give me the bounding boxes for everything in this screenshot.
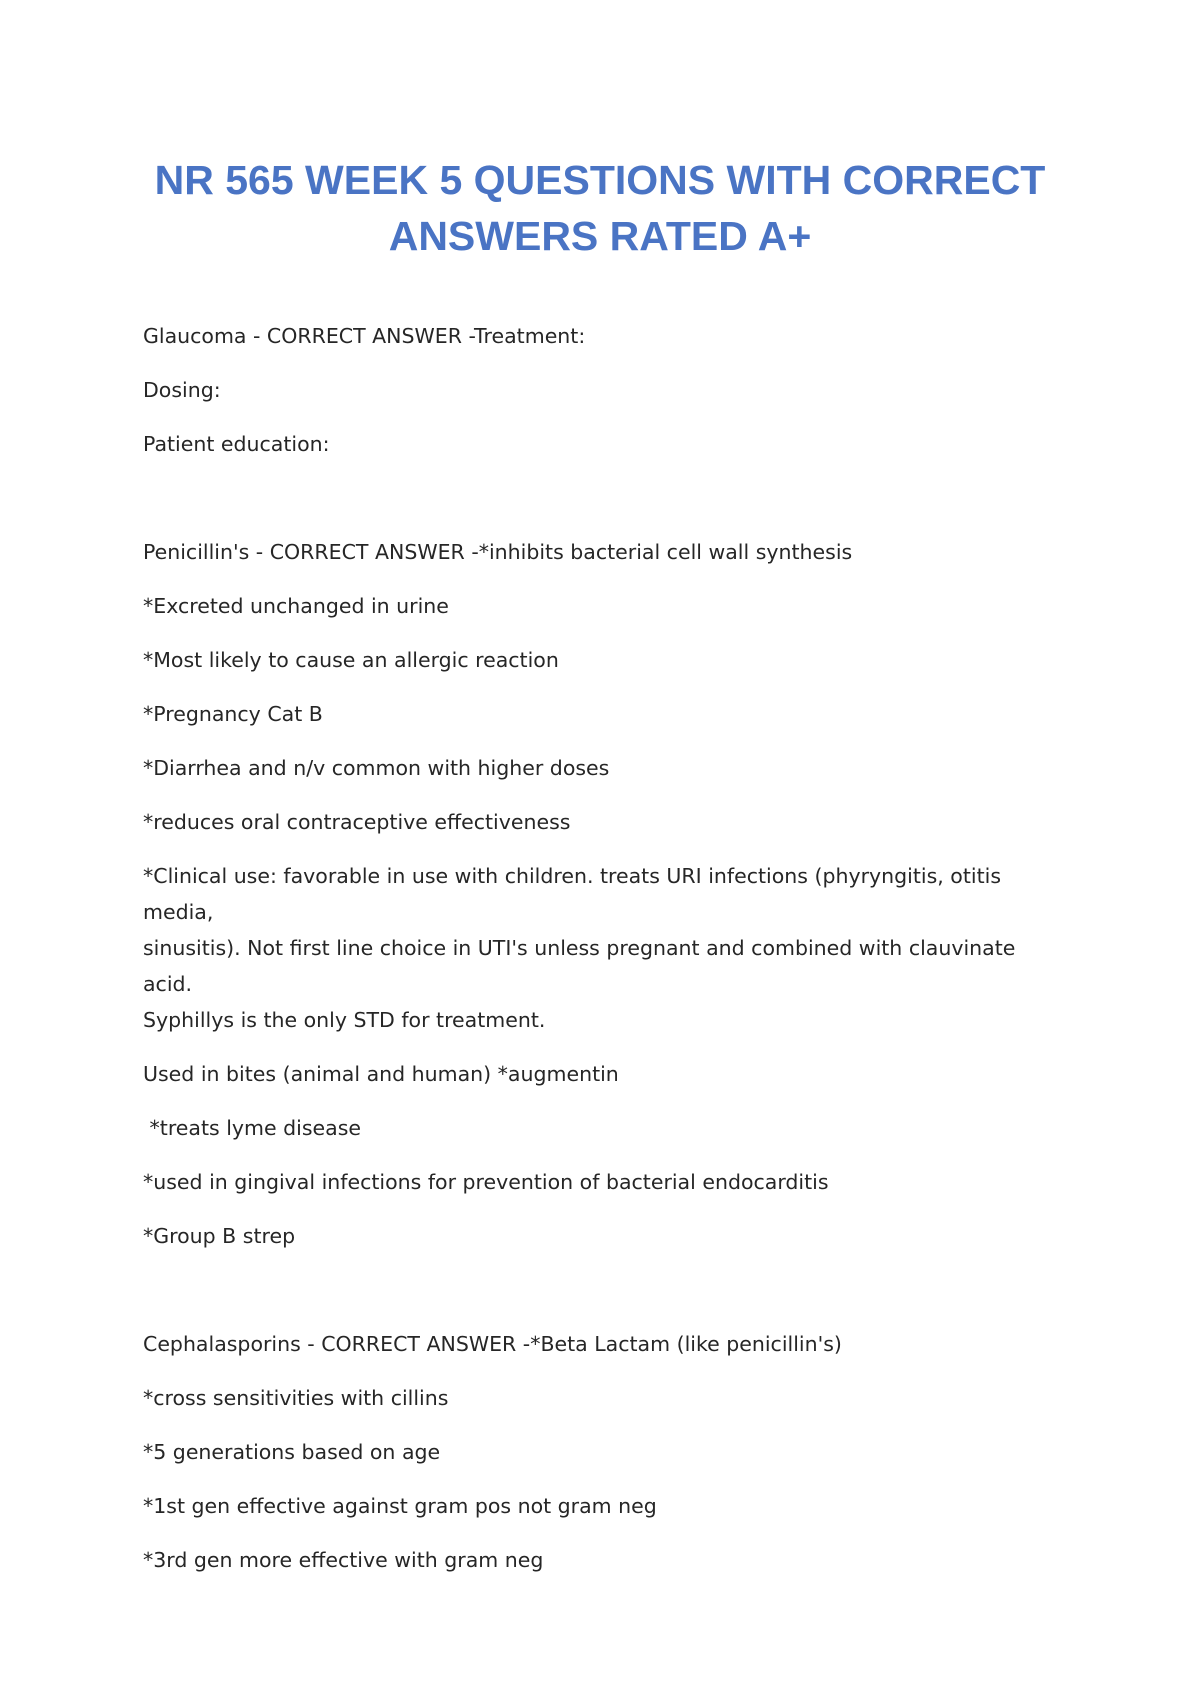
cephalasporins-item: *cross sensitivities with cillins xyxy=(143,1386,449,1410)
glaucoma-dosing: Dosing: xyxy=(143,378,221,402)
cephalasporins-item: *5 generations based on age xyxy=(143,1440,441,1464)
penicillins-item: *Excreted unchanged in urine xyxy=(143,594,449,618)
penicillins-item: *reduces oral contraceptive effectiveness xyxy=(143,810,571,834)
penicillins-heading: Penicillin's - CORRECT ANSWER -*inhibits bacterial cell wall synthesis xyxy=(143,540,853,564)
glaucoma-patient-education: Patient education: xyxy=(143,432,330,456)
penicillins-item: *Most likely to cause an allergic reaction xyxy=(143,648,559,672)
title-line-2: ANSWERS RATED A+ xyxy=(388,213,812,259)
cephalasporins-item: *3rd gen more effective with gram neg xyxy=(143,1548,544,1572)
penicillins-item: *Diarrhea and n/v common with higher doses xyxy=(143,756,610,780)
penicillins-item: Used in bites (animal and human) *augmentin xyxy=(143,1062,619,1086)
paragraph-line: Syphillys is the only STD for treatment. xyxy=(143,1008,546,1032)
cephalasporins-heading: Cephalasporins - CORRECT ANSWER -*Beta Lactam (like penicillin's) xyxy=(143,1332,842,1356)
penicillins-item: *Pregnancy Cat B xyxy=(143,702,323,726)
penicillins-item: *used in gingival infections for prevention of bacterial endocarditis xyxy=(143,1170,829,1194)
cephalasporins-item: *1st gen effective against gram pos not gram neg xyxy=(143,1494,657,1518)
paragraph-line: *Clinical use: favorable in use with children. treats URI infections (phyryngitis, otitis media, xyxy=(143,864,1008,924)
paragraph-line: sinusitis). Not first line choice in UTI's unless pregnant and combined with clauvinate acid. xyxy=(143,936,1022,996)
document-title xyxy=(100,152,1100,264)
penicillins-item: *treats lyme disease xyxy=(143,1116,361,1140)
document-body xyxy=(143,318,1043,1578)
penicillins-clinical-use xyxy=(143,858,1043,1038)
glaucoma-heading: Glaucoma - CORRECT ANSWER -Treatment: xyxy=(143,324,586,348)
penicillins-item: *Group B strep xyxy=(143,1224,296,1248)
title-line-1: NR 565 WEEK 5 QUESTIONS WITH CORRECT xyxy=(154,157,1046,203)
